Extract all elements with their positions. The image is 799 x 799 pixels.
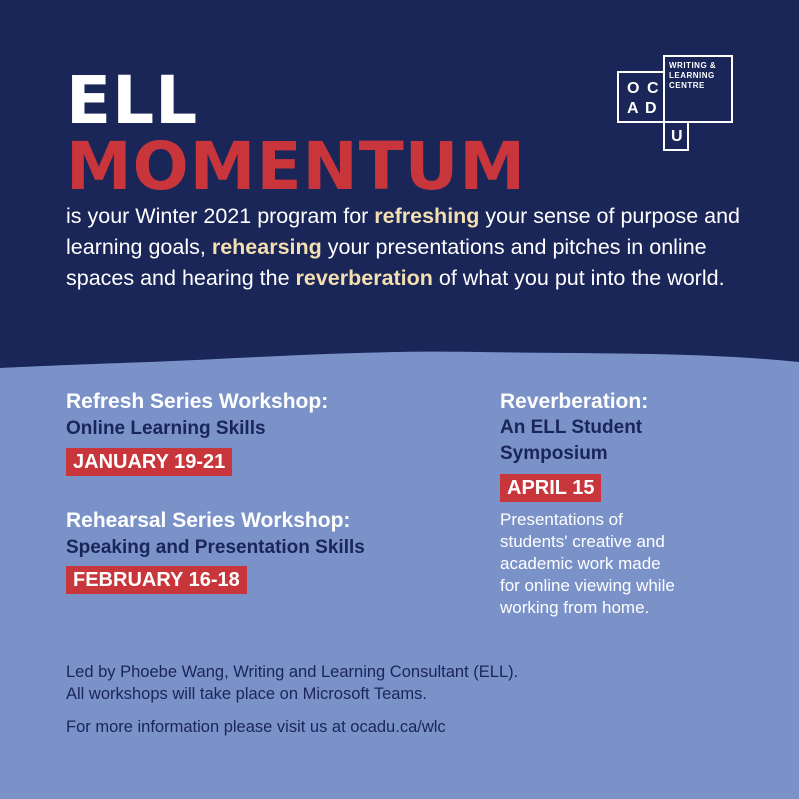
footer-facilitator-line: Led by Phoebe Wang, Writing and Learning Consultant (ELL). <box>66 663 519 681</box>
title-line-momentum: MOMENTUM <box>66 128 527 205</box>
refresh-workshop-title: Refresh Series Workshop: <box>66 390 329 413</box>
reverberation-date-badge: APRIL 15 <box>500 474 601 502</box>
logo-centre-line-1: WRITING & <box>669 61 717 70</box>
intro-text-1: is your Winter 2021 program for <box>66 204 375 228</box>
reverberation-description <box>500 509 740 619</box>
rehearsal-workshop-subtitle: Speaking and Presentation Skills <box>66 537 365 558</box>
rehearsal-workshop-date-badge: FEBRUARY 16-18 <box>66 566 247 594</box>
description-line-1: Presentations of <box>500 510 623 529</box>
description-line-2: students' creative and <box>500 532 665 551</box>
logo-centre-line-2: LEARNING <box>669 71 715 80</box>
logo-letter-u: U <box>671 128 683 145</box>
description-line-3: academic work made <box>500 554 661 573</box>
refresh-workshop-date-badge: JANUARY 19-21 <box>66 448 232 476</box>
description-line-4: for online viewing while <box>500 576 675 595</box>
highlight-refreshing: refreshing <box>374 204 480 228</box>
logo-centre-name <box>669 61 716 91</box>
description-line-5: working from home. <box>500 598 650 617</box>
logo-letter-a: A <box>627 100 639 117</box>
refresh-workshop-subtitle: Online Learning Skills <box>66 418 266 439</box>
reverberation-subtitle-line-2: Symposium <box>500 443 608 464</box>
intro-text-2: your sense of purpose and learning goals, <box>66 204 740 259</box>
reverberation-title: Reverberation: <box>500 390 649 413</box>
intro-paragraph <box>66 201 766 294</box>
logo-letter-d: D <box>645 100 657 117</box>
logo-letter-o: O <box>627 80 640 97</box>
title-line-ell: ELL <box>66 62 199 139</box>
logo-letter-c: C <box>647 80 659 97</box>
logo-square-left <box>617 71 665 123</box>
footer-info-line: For more information please visit us at ocadu.ca/wlc <box>66 718 446 736</box>
footer-platform-line: All workshops will take place on Microsoft Teams. <box>66 685 428 703</box>
logo-centre-line-3: CENTRE <box>669 81 705 90</box>
intro-text-4: of what you put into the world. <box>432 266 725 290</box>
highlight-rehearsing: rehearsing <box>211 235 322 259</box>
reverberation-subtitle-line-1: An ELL Student <box>500 417 643 438</box>
highlight-reverberation: reverberation <box>295 266 433 290</box>
intro-text-3: your presentations and pitches in online spaces and hearing the <box>66 235 707 290</box>
rehearsal-workshop-title: Rehearsal Series Workshop: <box>66 509 351 532</box>
ocadu-wlc-logo <box>617 55 733 151</box>
